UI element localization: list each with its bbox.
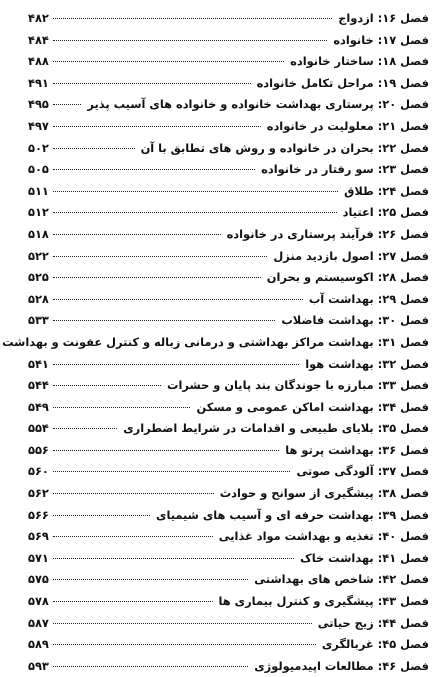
toc-entry-title: سو رفتار در خانواده <box>261 162 374 177</box>
toc-page-number: ۵۱۲ <box>28 205 49 220</box>
toc-dot-leader <box>53 299 303 300</box>
toc-dot-leader <box>53 83 251 84</box>
toc-entry <box>28 94 429 116</box>
toc-dot-leader <box>53 493 214 494</box>
toc-entry-title: بهداشت آب <box>308 291 374 306</box>
toc-dot-leader <box>53 623 312 624</box>
toc-chapter-label: فصل ۱۷: <box>377 32 429 47</box>
toc-entry <box>28 159 429 181</box>
toc-chapter-label: فصل ۳۹: <box>377 507 429 522</box>
toc-chapter-label: فصل ۴۰: <box>377 529 429 544</box>
toc-entry <box>28 634 429 656</box>
toc-chapter-label: فصل ۱۸: <box>377 54 429 69</box>
toc-dot-leader <box>53 428 117 429</box>
toc-chapter-label: فصل ۴۶: <box>377 658 429 673</box>
toc-entry-title: بلایای طبیعی و اقدامات در شرایط اضطراری <box>123 421 374 436</box>
toc-dot-leader <box>53 126 261 127</box>
toc-dot-leader <box>53 104 82 105</box>
toc-entry-title: مطالعات اپیدمیولوژی <box>254 658 374 673</box>
toc-dot-leader <box>53 169 255 170</box>
toc-chapter-label: فصل ۴۴: <box>377 615 429 630</box>
toc-entry-title: زیج حیاتی <box>317 615 374 630</box>
toc-page-number: ۵۹۳ <box>28 658 49 673</box>
toc-entry <box>28 30 429 52</box>
toc-entry <box>28 116 429 138</box>
toc-dot-leader <box>53 148 135 149</box>
toc-page-number: ۵۵۶ <box>28 442 49 457</box>
toc-entry <box>28 224 429 246</box>
toc-dot-leader <box>53 320 276 321</box>
toc-entry-title: بهداشت هوا <box>305 356 374 371</box>
toc-entry <box>28 505 429 527</box>
toc-entry <box>28 591 429 613</box>
toc-entry-title: ساختار خانواده <box>290 54 374 69</box>
toc-page-number: ۵۴۹ <box>28 399 49 414</box>
toc-page-number: ۵۲۲ <box>28 248 49 263</box>
toc-entry <box>2 332 429 354</box>
toc-chapter-label: فصل ۴۵: <box>377 637 429 652</box>
toc-entry-title: شاخص های بهداشتی <box>254 572 374 587</box>
toc-dot-leader <box>53 666 248 667</box>
toc-chapter-label: فصل ۴۲: <box>377 572 429 587</box>
toc-entry-title: فرآیند پرستاری در خانواده <box>226 226 374 241</box>
toc-chapter-label: فصل ۳۶: <box>377 442 429 457</box>
toc-dot-leader <box>53 191 338 192</box>
toc-dot-leader <box>53 515 150 516</box>
toc-entry <box>28 548 429 570</box>
toc-dot-leader <box>53 450 279 451</box>
toc-dot-leader <box>53 277 261 278</box>
toc-page-number: ۵۱۱ <box>28 183 49 198</box>
toc-entry-title: اصول بازدید منزل <box>273 248 374 263</box>
toc-entry <box>28 526 429 548</box>
toc-chapter-label: فصل ۳۱: <box>377 334 429 349</box>
toc-page-number: ۵۶۹ <box>28 529 49 544</box>
toc-chapter-label: فصل ۲۴: <box>377 183 429 198</box>
toc-entry-title: اکوسیستم و بحران <box>266 270 374 285</box>
toc-dot-leader <box>53 558 294 559</box>
toc-chapter-label: فصل ۳۴: <box>377 399 429 414</box>
toc-page-number: ۵۷۱ <box>28 550 49 565</box>
toc-entry-title: بهداشت پرتو ها <box>285 442 374 457</box>
toc-entry <box>28 375 429 397</box>
toc-dot-leader <box>53 536 213 537</box>
toc-page-number: ۵۶۲ <box>28 486 49 501</box>
toc-entry <box>28 440 429 462</box>
toc-page-number: ۵۶۰ <box>28 464 49 479</box>
toc-entry <box>28 289 429 311</box>
toc-entry-title: بهداشت خاک <box>300 550 374 565</box>
toc-page-number: ۵۵۴ <box>28 421 49 436</box>
toc-chapter-label: فصل ۲۲: <box>377 140 429 155</box>
toc-entry <box>28 181 429 203</box>
toc-page-number: ۵۰۲ <box>28 140 49 155</box>
toc-page-number: ۵۷۵ <box>28 572 49 587</box>
toc-page-number: ۴۸۴ <box>28 32 49 47</box>
toc-entry-title: مراحل تکامل خانواده <box>256 75 374 90</box>
toc-entry-title: طلاق <box>344 183 374 198</box>
toc-chapter-label: فصل ۳۲: <box>377 356 429 371</box>
toc-page-number: ۴۹۱ <box>28 75 49 90</box>
toc-entry-title: بهداشت اماکن عمومی و مسکن <box>196 399 374 414</box>
toc-dot-leader <box>53 385 161 386</box>
toc-entry-title: خانواده <box>333 32 374 47</box>
toc-entry-title: پیشگیری از سوانح و حوادث <box>219 486 374 501</box>
toc-entry-title: غربالگری <box>321 637 374 652</box>
toc-entry-title: اعتیاد <box>342 205 374 220</box>
toc-entry <box>28 202 429 224</box>
toc-chapter-label: فصل ۲۵: <box>377 205 429 220</box>
toc-page-number: ۴۹۵ <box>28 97 49 112</box>
toc-chapter-label: فصل ۲۸: <box>377 270 429 285</box>
toc-page-number: ۵۶۶ <box>28 507 49 522</box>
toc-chapter-label: فصل ۳۰: <box>377 313 429 328</box>
toc-entry-title: بهداشت مراکز بهداشتی و درمانی زباله و کنترل عفونت و بهداشت <box>2 334 374 349</box>
toc-page-number: ۵۴۱ <box>28 356 49 371</box>
toc-dot-leader <box>53 61 284 62</box>
toc-entry-title: تغذیه و بهداشت مواد غذایی <box>218 529 374 544</box>
toc-dot-leader <box>53 212 337 213</box>
toc-chapter-label: فصل ۴۳: <box>377 594 429 609</box>
toc-entry <box>28 461 429 483</box>
toc-page-number: ۴۹۷ <box>28 118 49 133</box>
toc-page-number: ۴۸۲ <box>28 11 49 25</box>
toc-dot-leader <box>53 471 291 472</box>
toc-entry-title: پیشگیری و کنترل بیماری ها <box>218 594 374 609</box>
toc-chapter-label: فصل ۲۳: <box>377 162 429 177</box>
toc-entry-title: آلودگی صوتی <box>296 464 374 479</box>
toc-dot-leader <box>53 407 191 408</box>
toc-entry <box>28 8 429 30</box>
toc-dot-leader <box>53 256 267 257</box>
toc-entry-title: بحران در خانواده و روش های تطابق با آن <box>140 140 374 155</box>
toc-entry-title: ازدواج <box>338 11 374 25</box>
toc-chapter-label: فصل ۱۹: <box>377 75 429 90</box>
toc-dot-leader <box>53 234 221 235</box>
toc-chapter-label: فصل ۲۰: <box>377 97 429 112</box>
toc-chapter-label: فصل ۲۶: <box>377 226 429 241</box>
toc-page-number: ۵۷۸ <box>28 594 49 609</box>
toc-entry <box>28 656 429 677</box>
toc-chapter-label: فصل ۳۳: <box>377 378 429 393</box>
toc-page-number: ۵۲۵ <box>28 270 49 285</box>
toc-entry <box>28 397 429 419</box>
toc-page-number: ۵۰۵ <box>28 162 49 177</box>
toc-chapter-label: فصل ۴۱: <box>377 550 429 565</box>
toc-chapter-label: فصل ۲۷: <box>377 248 429 263</box>
toc-entry <box>28 246 429 268</box>
toc-chapter-label: فصل ۳۵: <box>377 421 429 436</box>
toc-page-number: ۵۸۷ <box>28 615 49 630</box>
toc-entry <box>28 569 429 591</box>
toc-entry-title: پرستاری بهداشت خانواده و خانواده های آسیب پذیر <box>87 97 374 112</box>
toc-entry-title: مبارزه با جوندگان بند پایان و حشرات <box>167 378 374 393</box>
toc-chapter-label: فصل ۲۱: <box>377 118 429 133</box>
toc-page-number: ۵۴۴ <box>28 378 49 393</box>
toc-entry <box>28 73 429 95</box>
toc-dot-leader <box>53 40 327 41</box>
toc-dot-leader <box>53 364 299 365</box>
toc-page-number: ۵۲۸ <box>28 291 49 306</box>
toc-dot-leader <box>53 601 213 602</box>
toc-entry <box>28 51 429 73</box>
toc-entry-title: بهداشت فاضلاب <box>281 313 374 328</box>
toc-entry <box>28 418 429 440</box>
toc-entry-title: معلولیت در خانواده <box>266 118 374 133</box>
toc-entry <box>28 613 429 635</box>
toc-page-number: ۴۸۸ <box>28 54 49 69</box>
toc-entry <box>28 354 429 376</box>
toc-page-number: ۵۳۳ <box>28 313 49 328</box>
toc-page-number: ۵۸۹ <box>28 637 49 652</box>
toc-entry <box>28 267 429 289</box>
toc-entry <box>28 310 429 332</box>
toc-entry <box>28 483 429 505</box>
toc-chapter-label: فصل ۳۸: <box>377 486 429 501</box>
toc-dot-leader <box>53 579 248 580</box>
toc-chapter-label: فصل ۲۹: <box>377 291 429 306</box>
toc-chapter-label: فصل ۱۶: <box>377 11 429 25</box>
toc-page-number: ۵۱۸ <box>28 226 49 241</box>
toc-chapter-label: فصل ۳۷: <box>377 464 429 479</box>
toc-entry-title: بهداشت حرفه ای و آسیب های شیمیای <box>156 507 374 522</box>
toc-dot-leader <box>53 644 316 645</box>
toc-dot-leader <box>53 18 332 19</box>
toc-entry <box>28 138 429 160</box>
